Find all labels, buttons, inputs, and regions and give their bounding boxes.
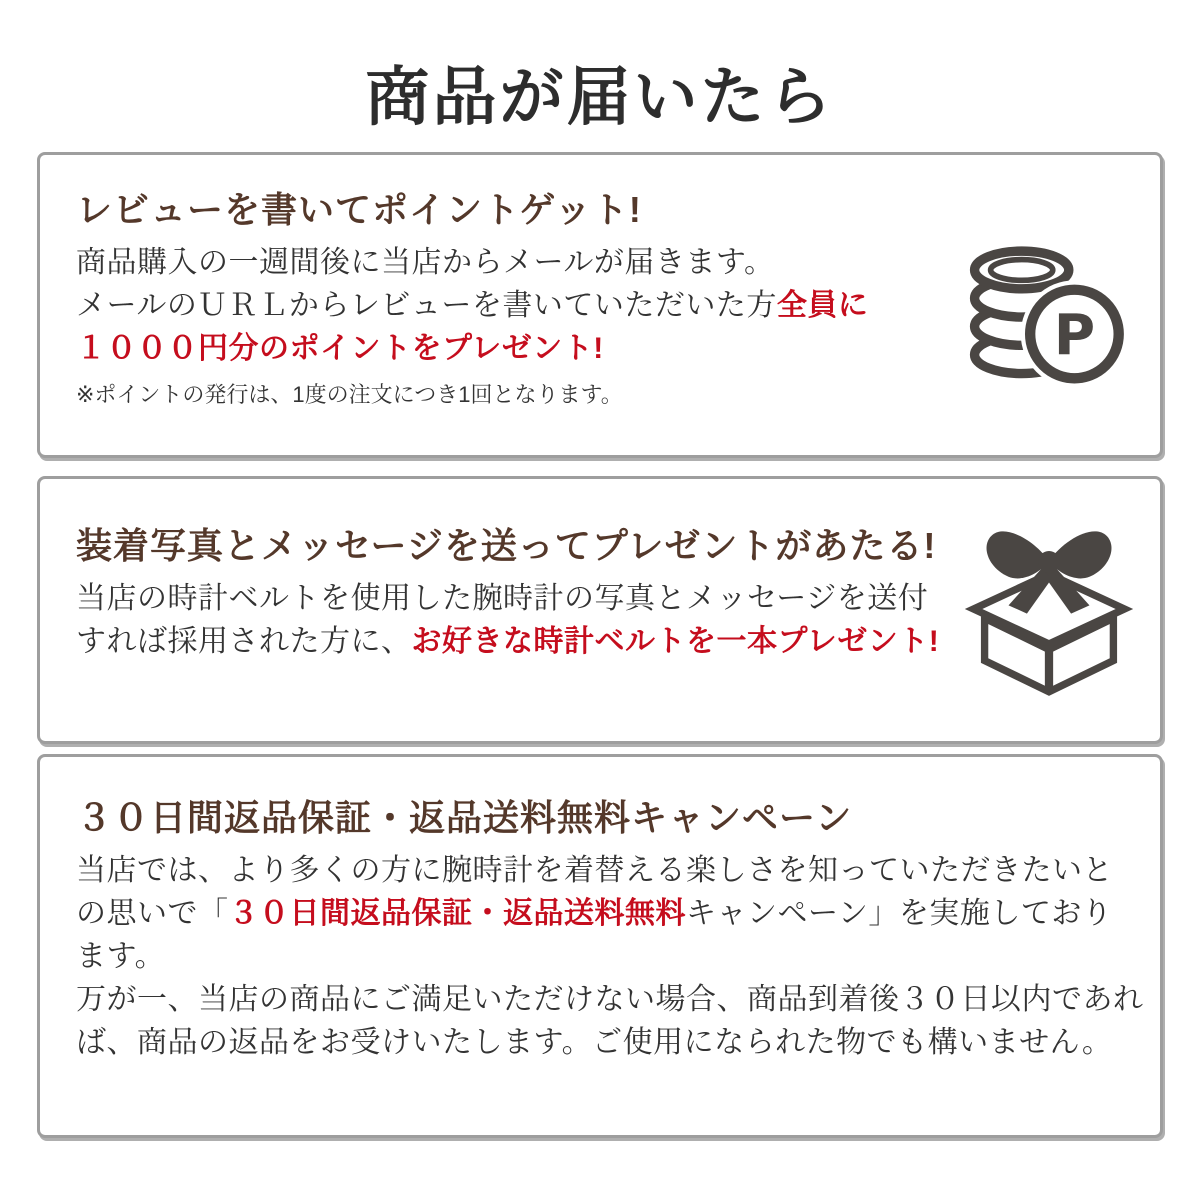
highlight-text: お好きな時計ベルトを一本プレゼント! <box>411 625 940 659</box>
review-section-note: ※ポイントの発行は、1度の注文につき1回となります。 <box>76 382 623 408</box>
highlight-text: 全員に <box>776 289 869 323</box>
body-line <box>76 893 1160 936</box>
body-line <box>76 285 976 328</box>
body-line <box>76 621 976 664</box>
returns-section-body <box>76 850 1160 1064</box>
photo-present-section <box>37 476 1163 744</box>
point-letter: P <box>1053 302 1096 368</box>
body-line: ます。 <box>76 940 166 974</box>
returns-section-heading: ３０日間返品保証・返品送料無料キャンペーン <box>76 797 853 838</box>
review-section-body <box>76 242 976 410</box>
body-line <box>76 578 976 621</box>
body-text: 当店では、より多くの方に腕時計を着替える楽しさを知っていただきたいと <box>76 854 1113 888</box>
body-line: 万が一、当店の商品にご満足いただけない場合、商品到着後３０日以内であれ <box>76 983 1144 1017</box>
body-text: の思いで「 <box>76 897 229 931</box>
body-text: 商品購入の一週間後に当店からメールが届きます。 <box>76 246 775 280</box>
body-line <box>76 850 1160 893</box>
body-text: すれば採用された方に、 <box>76 625 412 659</box>
point-coins-icon-svg <box>968 231 1130 389</box>
review-section-heading: レビューを書いてポイントゲット! <box>76 189 642 230</box>
return-guarantee-section <box>37 754 1163 1138</box>
highlight-text: ３０日間返品保証・返品送料無料 <box>228 897 686 931</box>
gift-box-icon-svg <box>956 517 1142 701</box>
review-points-section <box>37 152 1163 458</box>
body-line: ば、商品の返品をお受けいたします。ご使用になられた物でも構いません。 <box>76 1025 1113 1059</box>
point-coins-icon <box>968 231 1130 389</box>
highlight-line: １０００円分のポイントをプレゼント! <box>76 332 604 366</box>
body-text: キャンペーン」を実施しており <box>686 897 1113 931</box>
photo-section-heading: 装着写真とメッセージを送ってプレゼントがあたる! <box>76 525 937 566</box>
photo-section-body <box>76 578 976 664</box>
body-text: 当店の時計ベルトを使用した腕時計の写真とメッセージを送付 <box>76 582 929 616</box>
body-text: メールのＵＲＬからレビューを書いていただいた方 <box>76 289 777 323</box>
page-title: 商品が届いたら <box>365 61 835 133</box>
body-line <box>76 242 976 285</box>
gift-box-icon <box>956 517 1142 701</box>
